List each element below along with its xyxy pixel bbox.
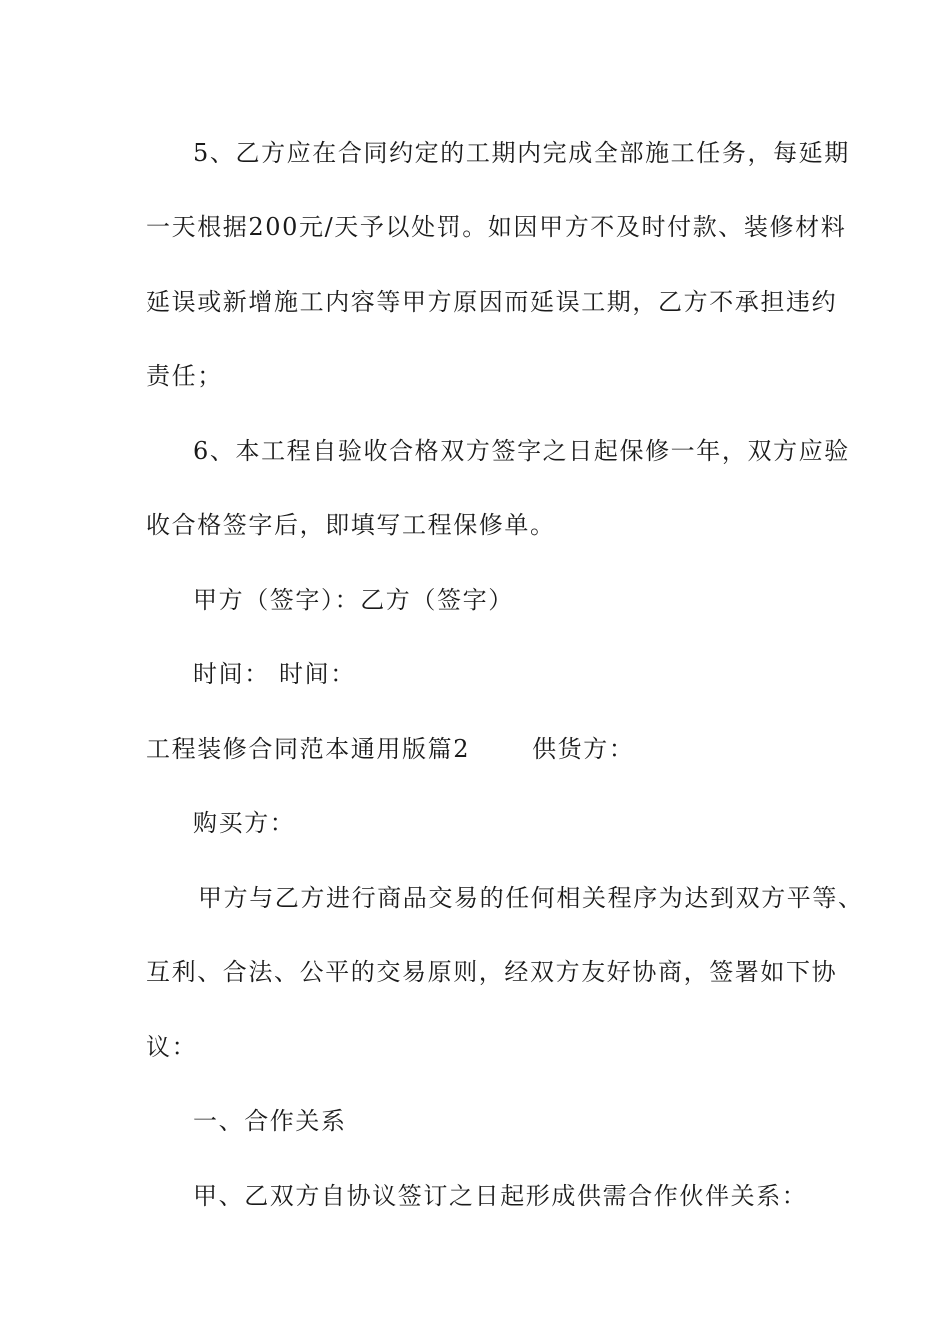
paragraph-line: 甲方与乙方进行商品交易的任何相关程序为达到双方平等、	[198, 884, 864, 912]
subsection-heading: 一、合作关系	[193, 1107, 347, 1135]
signature-line: 甲方（签字）：乙方（签字）	[193, 586, 514, 614]
paragraph-line: 5、乙方应在合同约定的工期内完成全部施工任务，每延期	[193, 139, 850, 167]
date-line: 时间： 时间：	[193, 660, 356, 688]
supplier-label: 供货方：	[532, 735, 635, 763]
paragraph-line: 互利、合法、公平的交易原则，经双方友好协商，签署如下协	[146, 958, 838, 986]
paragraph-line: 一天根据200元/天予以处罚。如因甲方不及时付款、装修材料	[146, 213, 847, 241]
paragraph-line: 责任；	[146, 362, 223, 390]
section-heading	[146, 734, 634, 764]
paragraph-line: 延误或新增施工内容等甲方原因而延误工期，乙方不承担违约	[146, 288, 838, 316]
paragraph-line: 议：	[146, 1033, 198, 1061]
paragraph-line: 6、本工程自验收合格双方签字之日起保修一年，双方应验	[193, 437, 850, 465]
paragraph-line: 甲、乙双方自协议签订之日起形成供需合作伙伴关系：	[193, 1182, 808, 1210]
paragraph-line: 收合格签字后，即填写工程保修单。	[146, 511, 556, 539]
section-title: 工程装修合同范本通用版篇2	[146, 735, 471, 763]
buyer-label: 购买方：	[193, 809, 296, 837]
